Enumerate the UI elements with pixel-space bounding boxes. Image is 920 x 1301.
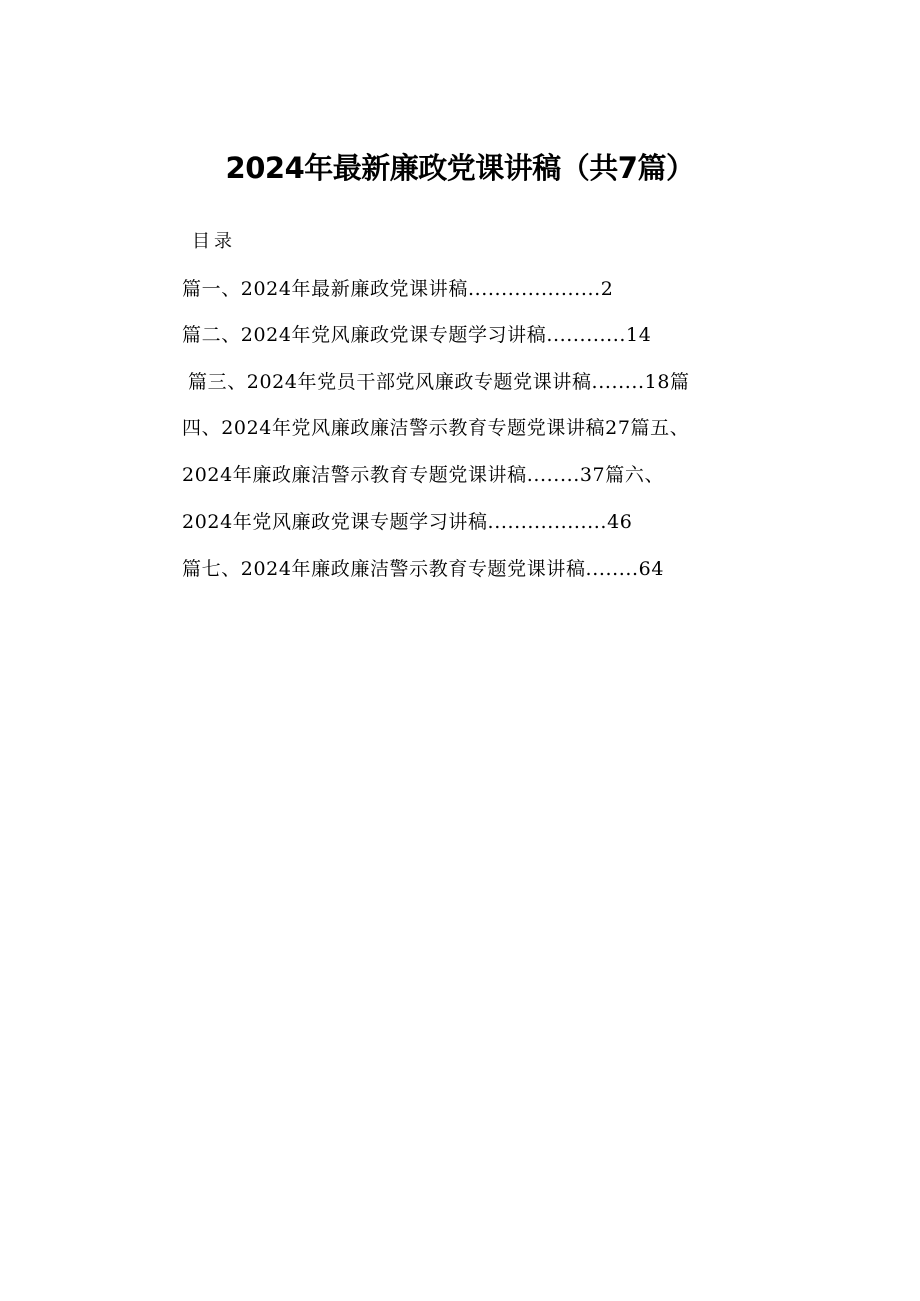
toc-entry-2[interactable]: 篇二、2024年党风廉政党课专题学习讲稿............14 [182, 324, 652, 346]
toc-entry-6[interactable]: 2024年党风廉政党课专题学习讲稿..................46 [182, 511, 633, 533]
toc-entry-7[interactable]: 篇七、2024年廉政廉洁警示教育专题党课讲稿........64 [182, 558, 665, 580]
document-title: 2024年最新廉政党课讲稿（共7篇） [225, 151, 695, 185]
toc-entry-4[interactable]: 四、2024年党风廉政廉洁警示教育专题党课讲稿27篇五、 [182, 417, 690, 439]
toc-entry-3[interactable]: 篇三、2024年党员干部党风廉政专题党课讲稿........18篇 [188, 371, 690, 393]
toc-entry-5[interactable]: 2024年廉政廉洁警示教育专题党课讲稿........37篇六、 [182, 464, 665, 486]
toc-heading: 目录 [192, 231, 236, 252]
toc-entry-1[interactable]: 篇一、2024年最新廉政党课讲稿....................2 [182, 278, 614, 300]
